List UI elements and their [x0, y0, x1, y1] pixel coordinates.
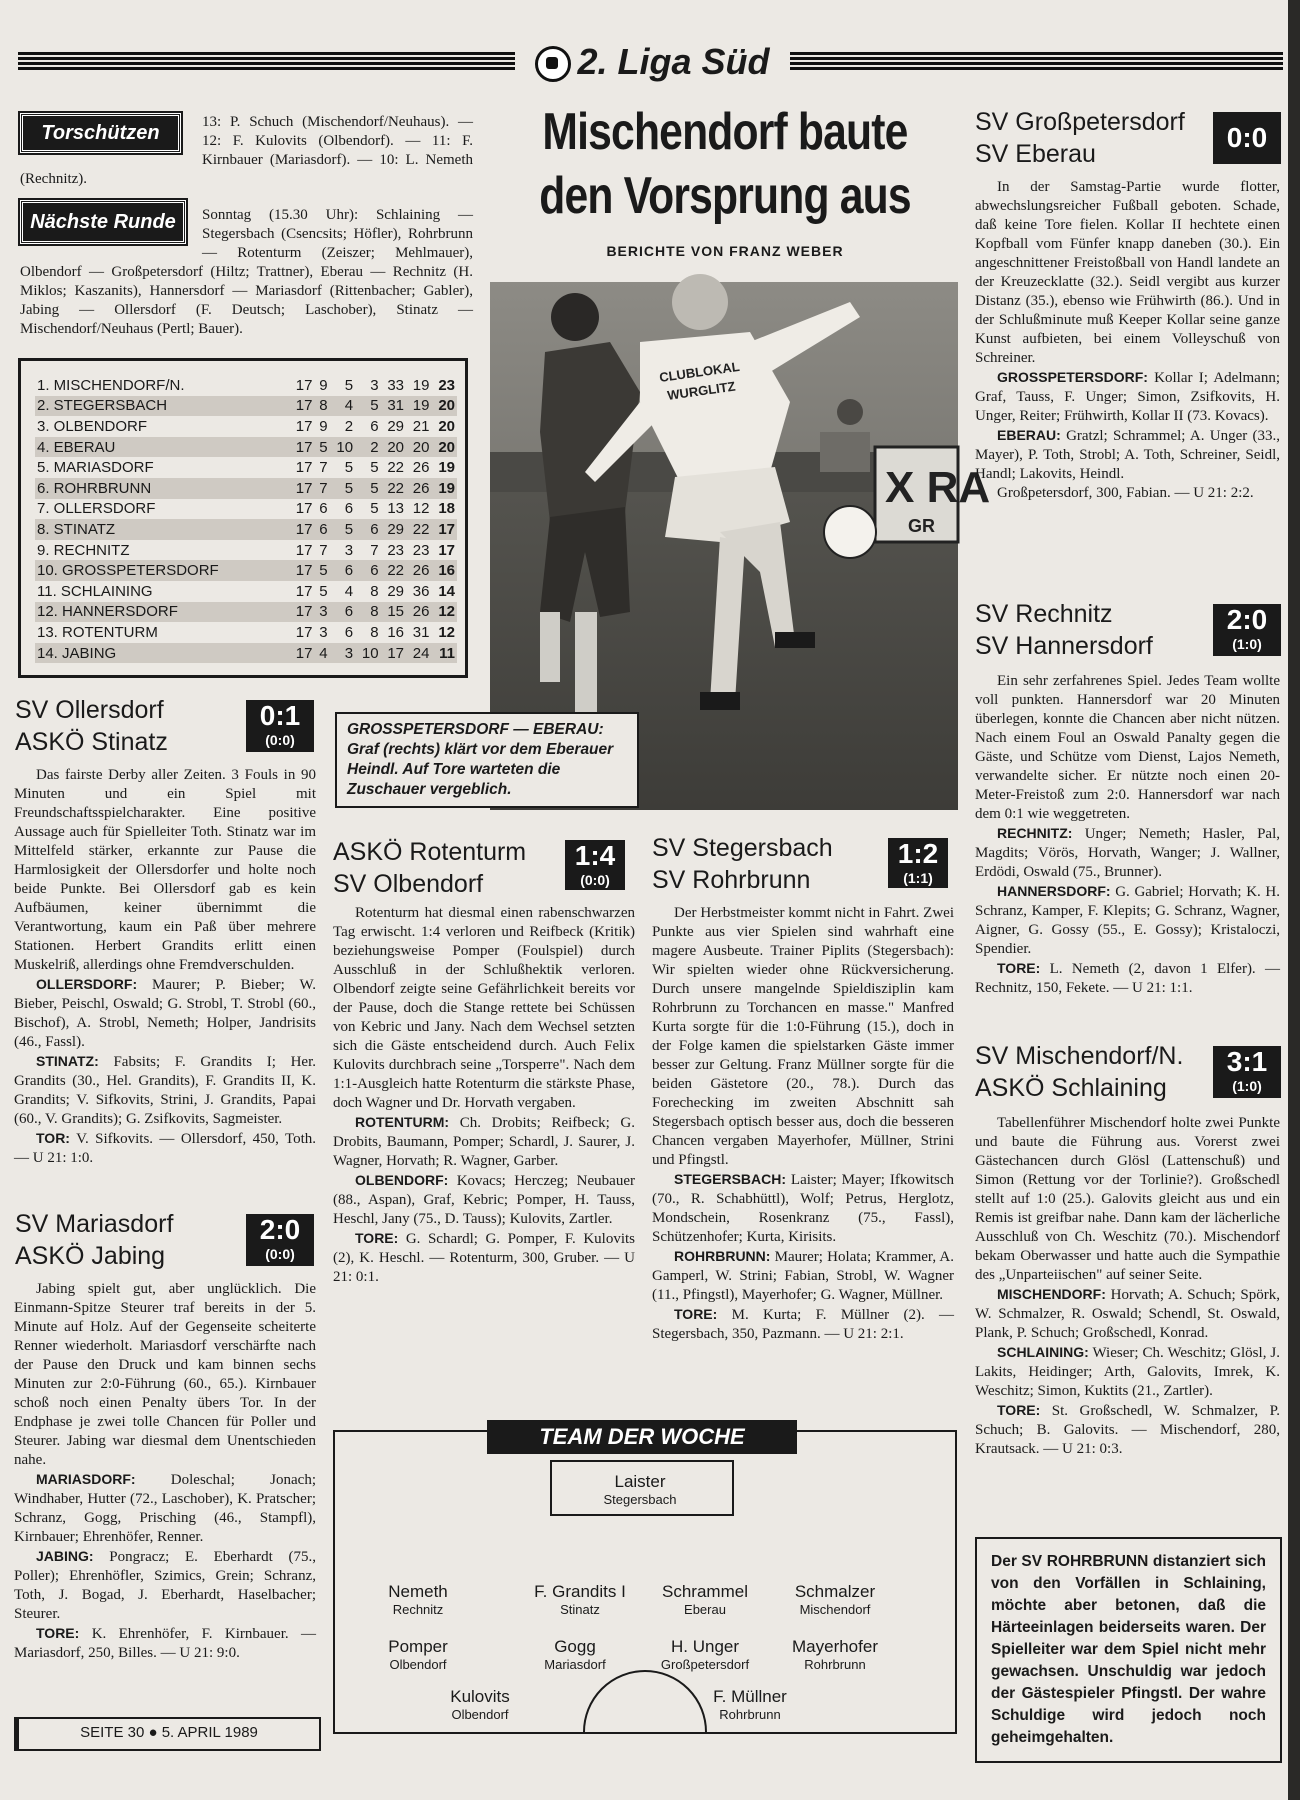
standings-value: 26: [412, 459, 430, 477]
team-der-woche: [333, 1424, 957, 1734]
match-rotenturm-away: SV Olbendorf: [333, 870, 484, 898]
footer-box: [14, 1717, 321, 1751]
tdw-player-name: Nemeth: [388, 1582, 448, 1601]
match-mariasdorf-report: Jabing spielt gut, aber unglücklich. Die Einmann-Spitze Steurer traf bereits in der 5. Minute auf Holz. Auf der Gegenseite scheiterte Renner wiederholt. Mariasdorf verschärfte nach der Pause den Druck und kam binnen sechs Minuten zur 2:0-Führung (60., 65.). Kirnbauer schoß noch einen Penalty übers Tor. In der Endphase je zwei tolle Chancen für Poller und Steurer. Jabing war diesmal dem Unentschieden nahe. MARIASDORF: Doleschal; Jonach; Windhaber, Hutter (72., Laschober), K. Pratscher; Schranz, Gogg, Prisching (46., Stampfl), Kirnbauer; Ehrenhöfer, Renner. JABING: Pongracz; E. Eberhardt (75., Poller); Ehrenhöfler, Szimics, Grein; Schranz, Toth, J. Bogad, J. Eberhardt, Haselbacher; Steurer. TORE: K. Ehrenhöfer, F. Kirnbauer. — Mariasdorf, 250, Billes. — U 21: 9:0.: [14, 1281, 317, 1661]
standings-value: 17: [289, 478, 314, 499]
match-mischendorf-score: 3:1 (1:0): [1213, 1046, 1281, 1098]
page-edge: [1288, 0, 1300, 1800]
standings-team: 12. HANNERSDORF: [35, 602, 289, 623]
standings-row: [35, 478, 457, 499]
standings-value: 21: [412, 417, 430, 435]
match-mariasdorf-away: ASKÖ Jabing: [15, 1242, 166, 1270]
standings-value: 17: [295, 376, 313, 394]
match-rotenturm-score: 1:4 (0:0): [565, 840, 625, 890]
standings-value: 17: [289, 602, 314, 623]
tdw-player-club: Mischendorf: [799, 1602, 871, 1617]
standings-value: 6: [370, 417, 379, 435]
tdw-player: [555, 1472, 725, 1508]
standings-value: 2: [355, 437, 380, 458]
standings-body: [35, 375, 457, 663]
standings-value: 8: [370, 623, 379, 641]
match-stegersbach-away: SV Rohrbrunn: [652, 866, 811, 894]
standings-value: 3: [370, 376, 379, 394]
tdw-player: [750, 1637, 920, 1673]
standings-points: 14: [438, 582, 455, 600]
tdw-player-name: Laister: [614, 1472, 666, 1491]
tdw-player-club: Stegersbach: [603, 1492, 677, 1507]
match-grosspetersdorf-report: In der Samstag-Partie wurde flotter, abwechslungsreicher Fußball geboten. Schade, daß keine Tore fielen. Kollar II hechtete einen Kopfball vom Fünfer knapp daneben (30.). Ein angeschnittener Freistoßball von Handl landete an der Kreuzecklatte (32.). Seidl vergibt aus kurzer Distanz (35.), ebenso wie Frühwirth (86.). Und in der Schlußminute muß Keeper Kollar seine ganze Kunst aufbieten, bei einem Volleyschuß von Schreiner. GROSSPETERSDORF: Kollar I; Adelmann; Graf, Tauss, F. Unger; Simon, Zsifkovits, H. Unger, Reiter; Frühwirth, Kollar II (73. Kovacs). EBERAU: Gratzl; Schrammel; A. Unger (33., Mayer), P. Toth, Strobl; A. Toth, Schreiner, Seidl, Handl; Lakovits, Heindl. Großpetersdorf, 300, Fabian. — U 21: 2:2.: [975, 179, 1280, 501]
standings-points: 19: [431, 478, 457, 499]
standings-value: 22: [406, 519, 431, 540]
tdw-player: [750, 1582, 920, 1618]
standings-team: 6. ROHRBRUNN: [35, 478, 289, 499]
main-headline: Mischendorf baute den Vorsprung aus: [539, 103, 911, 225]
torschuetzen-label: Torschützen: [20, 113, 181, 153]
standings-value: 26: [406, 560, 431, 581]
standings-row: [35, 519, 457, 540]
photo-sign-text-2: GR: [908, 516, 935, 536]
standings-points: 20: [431, 437, 457, 458]
standings-value: 4: [330, 396, 355, 417]
standings-row: [35, 581, 457, 602]
match-grosspetersdorf-away: SV Eberau: [975, 140, 1096, 168]
standings-value: 9: [319, 376, 328, 394]
match-ollersdorf-score: 0:1 (0:0): [246, 700, 314, 752]
standings-value: 17: [295, 459, 313, 477]
standings-value: 4: [344, 582, 354, 600]
tdw-player-name: Gogg: [554, 1637, 596, 1656]
standings-points: 12: [438, 623, 455, 641]
match-mariasdorf-home: SV Mariasdorf: [15, 1210, 174, 1238]
standings-value: 10: [355, 643, 380, 664]
section-title: 2. Liga Süd: [515, 38, 790, 86]
standings-team: 5. MARIASDORF: [37, 459, 154, 477]
standings-value: 22: [381, 478, 406, 499]
standings-points: 17: [438, 541, 455, 559]
match-grosspetersdorf-title: [975, 106, 1205, 170]
tdw-player: [395, 1687, 565, 1723]
match-ollersdorf-home: SV Ollersdorf: [15, 696, 164, 724]
standings-value: 31: [412, 623, 430, 641]
standings-table: [18, 358, 468, 678]
standings-value: 7: [370, 541, 379, 559]
standings-value: 17: [289, 437, 314, 458]
standings-value: 5: [355, 396, 380, 417]
footer-text: SEITE 30 ● 5. APRIL 1989: [80, 1724, 258, 1741]
match-rotenturm-home: ASKÖ Rotenturm: [333, 838, 527, 866]
photo-jersey-text-2: WURGLITZ: [666, 378, 737, 403]
photo-caption: GROSSPETERSDORF — EBERAU: Graf (rechts) klärt vor dem Eberauer Heindl. Auf Tore warteten die Zuschauer vergeblich.: [335, 712, 639, 808]
standings-value: 6: [314, 519, 329, 540]
standings-value: 6: [344, 623, 354, 641]
tdw-player-club: Rohrbrunn: [804, 1657, 866, 1672]
torschuetzen-text: 13: P. Schuch (Mischendorf/Neuhaus). — 12: F. Kulovits (Olbendorf). — 11: F. Kirnbauer (Mariasdorf). — 10: L. Nemeth (Rechnitz).: [20, 114, 473, 187]
standings-points: 23: [438, 376, 455, 394]
standings-value: 23: [412, 541, 430, 559]
standings-value: 5: [314, 437, 329, 458]
standings-value: 5: [355, 478, 380, 499]
match-mariasdorf-title: [15, 1208, 245, 1272]
rohrbrunn-notice: Der SV ROHRBRUNN distanziert sich von den Vorfällen in Schlaining, möchte aber betonen, daß die Härteeinlagen beiderseits waren. Der Spielleiter war dem Spiel nicht mehr gewachsen. Unschuldig war jedoch der Gästespieler Pfingstl. Der wahre Schuldige wird jedoch noch geheimgehalten.: [975, 1537, 1282, 1763]
standings-value: 5: [319, 582, 328, 600]
standings-team: 1. MISCHENDORF/N.: [37, 376, 185, 394]
standings-row: [35, 375, 457, 396]
standings-team: 9. RECHNITZ: [37, 541, 130, 559]
standings-value: 26: [406, 478, 431, 499]
team-der-woche-title: TEAM DER WOCHE: [487, 1420, 797, 1454]
tdw-player-club: Großpetersdorf: [660, 1657, 750, 1672]
match-mischendorf-home: SV Mischendorf/N.: [975, 1042, 1184, 1070]
naechste-runde-label: Nächste Runde: [20, 200, 186, 244]
standings-value: 31: [381, 396, 406, 417]
standings-value: 15: [381, 602, 406, 623]
tdw-player-club: Stinatz: [560, 1602, 600, 1617]
tdw-player: [665, 1687, 835, 1723]
standings-row: [35, 622, 457, 643]
standings-value: 17: [289, 643, 314, 664]
tdw-player-name: Schmalzer: [794, 1582, 876, 1601]
match-rechnitz-away: SV Hannersdorf: [975, 632, 1153, 660]
standings-value: 5: [370, 459, 379, 477]
standings-value: 5: [314, 560, 329, 581]
standings-value: 36: [412, 582, 430, 600]
standings-value: 29: [381, 519, 406, 540]
tdw-player-club: Rechnitz: [392, 1602, 444, 1617]
standings-value: 24: [406, 643, 431, 664]
standings-value: 6: [330, 560, 355, 581]
standings-team: 10. GROSSPETERSDORF: [35, 560, 289, 581]
tdw-player-club: Mariasdorf: [544, 1657, 606, 1672]
standings-points: 18: [438, 500, 455, 518]
standings-value: 33: [387, 376, 404, 394]
standings-value: 29: [387, 582, 404, 600]
standings-value: 22: [387, 459, 404, 477]
tdw-player-name: Kulovits: [450, 1687, 510, 1706]
standings-value: 7: [319, 459, 328, 477]
match-mischendorf-title: [975, 1040, 1210, 1104]
tdw-player-name: Pomper: [388, 1637, 448, 1656]
match-rotenturm-report: Rotenturm hat diesmal einen rabenschwarzen Tag erwischt. 1:4 verloren und Reifbeck (Kritik) beziehungsweise Pomper (Foulspiel) durch Ausschluß in der Schlußhektik verloren. Olbendorf zeigte seine Gefährlichkeit bereits vor der Pause, doch die Stange rettete bei Schüssen von Kebric und Jany. Nach dem Wechsel setzten sich die Gäste entscheidend durch. Auch Felix Kulovits durchbrach seine „Torsperre". Nach dem 1:1-Ausgleich hatte Rotenturm die stärkste Phase, doch Wagner und Dr. Horvath vergaben. ROTENTURM: Ch. Drobits; Reifbeck; G. Drobits, Baumann, Pomper; Schardl, J. Saurer, J. Wagner, Horvath; R. Wagner, Garber. OLBENDORF: Kovacs; Herczeg; Neubauer (88., Aspan), Graf, Kebric; Pomper, H. Tauss, Heschl, Jany (75., D. Tauss); Kulovits, Zartler. TORE: G. Schardl; G. Pomper, F. Kulovits (2), K. Heschl. — Rotenturm, 300, Gruber. — U 21: 0:1.: [333, 905, 636, 1285]
standings-value: 5: [330, 478, 355, 499]
match-ollersdorf-title: [15, 694, 245, 758]
standings-value: 5: [344, 376, 354, 394]
standings-value: 22: [381, 560, 406, 581]
match-mischendorf-report: Tabellenführer Mischendorf holte zwei Punkte und baute die Führung aus. Vorerst zwei Gästechancen durch Glösl (Lattenschuß) und Simon (Rettung vor der Torlinie?). Großschedl stellt auf 1:0 (25.). Galovits gleicht aus und ein Remis ist greifbar nahe. Dann kam der lächerliche Ausschluß von Ch. Weschitz (70.). Mischendorf bekam Oberwasser und hatte auch die Sympathie des „Unparteiischen" auf seiner Seite. MISCHENDORF: Horvath; A. Schuch; Spörk, W. Schmalzer, R. Oswald; Schendl, St. Oswald, Plank, P. Schuch; Großschedl, Konrad. SCHLAINING: Wieser; Ch. Weschitz; Glösl, J. Lakits, Heidinger; Arth, Galovits, Imrek, K. Weschitz; Simon, Kuktits (21., Zartler). TORE: St. Großschedl, W. Schmalzer, P. Schuch; B. Galovits. — Mischendorf, 280, Krautsack. — U 21: 0:3.: [975, 1115, 1280, 1457]
standings-value: 6: [319, 500, 328, 518]
standings-value: 12: [412, 500, 430, 518]
match-ollersdorf-report: Das fairste Derby aller Zeiten. 3 Fouls in 90 Minuten und ein Spiel mit Freundschaftsspielcharakter. Eine positive Aussage auch für Spielleiter Toth. Stinatz war im Mittelfeld stärker, erkannte zur Pause die Harmlosigkeit der Ollersdorfer und holte noch beide Punkte. Bei Ollersdorf gab es kein Aufbäumen, keiner übernimmt die Verantwortung, kaum ein Paß über mehrere Stationen. Herbert Grandits erlitt einen Muskelriß, allerdings ohne Fremdverschulden. OLLERSDORF: Maurer; P. Bieber; W. Bieber, Peischl, Oswald; G. Strobl, T. Strobl (60., Bischof), A. Strobl, Nemeth; Holper, Jandrisits (46., Fassl). STINATZ: Fabsits; F. Grandits I; Her. Grandits (30., Hel. Grandits), F. Grandits II, K. Grandits; V. Sifkovits, Strini, J. Grandits, Papai (60., V. Grandits); G. Zsifkovits, Sagmeister. TOR: V. Sifkovits. — Ollersdorf, 450, Toth. — U 21: 1:0.: [14, 767, 317, 1166]
match-ollersdorf-away: ASKÖ Stinatz: [15, 728, 168, 756]
standings-row: [35, 499, 457, 520]
standings-row: [35, 416, 457, 437]
standings-value: 7: [314, 478, 329, 499]
standings-value: 6: [355, 560, 380, 581]
match-rechnitz-score: 2:0 (1:0): [1213, 604, 1281, 656]
standings-value: 16: [387, 623, 404, 641]
match-stegersbach-score: 1:2 (1:1): [888, 838, 948, 888]
football-icon: [535, 46, 571, 82]
standings-team: 13. ROTENTURM: [37, 623, 158, 641]
standings-value: 8: [370, 582, 379, 600]
standings-row: [35, 437, 457, 458]
standings-team: 14. JABING: [35, 643, 289, 664]
match-rechnitz-title: [975, 598, 1205, 662]
standings-value: 10: [330, 437, 355, 458]
standings-team: 8. STINATZ: [35, 519, 289, 540]
standings-points: 12: [431, 602, 457, 623]
header-rule-left: [18, 52, 518, 72]
match-rechnitz-report: Ein sehr zerfahrenes Spiel. Jedes Team wollte voll punkten. Hannersdorf war 20 Minuten überlegen, konnte die Chancen aber nicht nützen. Nach einem Foul an Oswald Panalty gegen die Gäste, und Schütze vom Dienst, Lajos Nemeth, verwandelte sicher. Er nützte noch einen 20-Meter-Freistoß zum 2:0. Hannersdorf war nach dem 0:1 wie weggetreten. RECHNITZ: Unger; Nemeth; Hasler, Pal, Magdits; Vörös, Horvath, Wanger; J. Wallner, Erdödi, Oswald (75., Brunner). HANNERSDORF: G. Gabriel; Horvath; K. H. Schranz, Kamper, F. Klepits; G. Schranz, Wagner, Aigner, G. Gossy (55., E. Gossy); Kristaloczi, Spendier. TORE: L. Nemeth (2, davon 1 Elfer). — Rechnitz, 150, Fekete. — U 21: 1:1.: [975, 673, 1281, 996]
standings-team: 7. OLLERSDORF: [37, 500, 156, 518]
standings-value: 8: [355, 602, 380, 623]
standings-value: 3: [314, 602, 329, 623]
standings-value: 6: [355, 519, 380, 540]
match-mischendorf-away: ASKÖ Schlaining: [975, 1074, 1167, 1102]
standings-row: [35, 457, 457, 478]
standings-value: 17: [295, 417, 313, 435]
standings-team: 4. EBERAU: [35, 437, 289, 458]
tdw-player-club: Rohrbrunn: [719, 1707, 781, 1722]
standings-points: 20: [438, 417, 455, 435]
standings-value: 4: [314, 643, 329, 664]
standings-points: 17: [431, 519, 457, 540]
tdw-player: [333, 1637, 503, 1673]
standings-value: 17: [295, 541, 313, 559]
tdw-player-name: F. Müllner: [713, 1687, 787, 1706]
standings-value: 17: [381, 643, 406, 664]
standings-value: 17: [295, 582, 313, 600]
photo-jersey-text: CLUBLOKAL: [658, 358, 741, 385]
byline: BERICHTE VON FRANZ WEBER: [606, 243, 844, 259]
tdw-player-club: Eberau: [684, 1602, 726, 1617]
standings-team: 2. STEGERSBACH: [35, 396, 289, 417]
standings-value: 7: [319, 541, 328, 559]
standings-row: [35, 643, 457, 664]
tdw-player-name: H. Unger: [670, 1637, 740, 1656]
standings-team: 3. OLBENDORF: [37, 417, 148, 435]
tdw-player-name: F. Grandits I: [534, 1582, 626, 1601]
standings-value: 17: [295, 500, 313, 518]
standings-row: [35, 396, 457, 417]
standings-value: 9: [319, 417, 328, 435]
standings-value: 17: [289, 560, 314, 581]
tdw-player: [333, 1582, 503, 1618]
standings-value: 26: [406, 602, 431, 623]
photo-sign-text: X RA: [885, 463, 991, 512]
standings-team: 11. SCHLAINING: [37, 582, 153, 600]
standings-points: 16: [431, 560, 457, 581]
standings-value: 5: [344, 459, 354, 477]
standings-value: 5: [330, 519, 355, 540]
match-rotenturm-title: [333, 836, 563, 900]
standings-value: 20: [406, 437, 431, 458]
tdw-player-name: Schrammel: [662, 1582, 748, 1601]
match-grosspetersdorf-score: 0:0: [1213, 112, 1281, 164]
standings-value: 29: [387, 417, 404, 435]
match-stegersbach-title: [652, 832, 882, 896]
standings-row: [35, 540, 457, 561]
match-stegersbach-home: SV Stegersbach: [652, 834, 833, 862]
tdw-player-name: Mayerhofer: [792, 1637, 878, 1656]
standings-points: 20: [431, 396, 457, 417]
match-grosspetersdorf-home: SV Großpetersdorf: [975, 108, 1185, 136]
tdw-player-club: Olbendorf: [389, 1657, 447, 1672]
standings-value: 2: [344, 417, 354, 435]
standings-points: 11: [431, 643, 457, 664]
match-stegersbach-report: Der Herbstmeister kommt nicht in Fahrt. Zwei Punkte aus vier Spielen sind wahrhaft eine magere Ausbeute. Trainer Piplits (Stegersbach): Wir spielten wieder ohne Rückversicherung. Durch unsere mangelnde Spieldisziplin kam Rohrbrunn zu Torchancen en masse." Manfred Kurta sorgte für die 1:0-Führung (15.), doch in der Folge kamen die spielstarken Gäste immer besser zur Geltung. Franz Müllner sorgte für die beiden Gästetore (20., 78.). Durch das Forechecking im zweiten Abschnitt sah Stegersbach optisch besser aus, doch die besseren Chancen vergaben Mayerhofer, Müllner, Strini und Pfingstl. STEGERSBACH: Laister; Mayer; Ifkowitsch (70., R. Schabhüttl), Wolf; Petrus, Herglotz, Mondschein, Rosenkranz (75., Fassl), Schützenhofer; Kurta, Kirisits. ROHRBRUNN: Maurer; Holata; Krammer, A. Gamperl, W. Strini; Fabian, Strobl, W. Wagner (11., Pfingstl), Mayerhofer; G. Wagner, Müllner. TORE: M. Kurta; F. Müllner (2). — Stegersbach, 350, Pazmann. — U 21: 2:1.: [652, 905, 955, 1342]
standings-value: 13: [387, 500, 404, 518]
standings-value: 19: [406, 396, 431, 417]
standings-value: 5: [370, 500, 379, 518]
standings-value: 17: [289, 519, 314, 540]
match-mariasdorf-score: 2:0 (0:0): [246, 1214, 314, 1266]
standings-value: 19: [412, 376, 430, 394]
tdw-player-club: Olbendorf: [451, 1707, 509, 1722]
standings-value: 20: [381, 437, 406, 458]
standings-value: 6: [344, 500, 354, 518]
naechste-runde-text: Sonntag (15.30 Uhr): Schlaining — Stegersbach (Csencsits; Höfler), Rohrbrunn — Rotenturm (Zeiszer; Mehlmauer), Olbendorf — Großpetersdorf (Hiltz; Trattner), Eberau — Rechnitz (H. Miklos; Kaszanits), Hannersdorf — Mariasdorf (Rittenbacher; Gabler), Jabing — Ollersdorf (F. Deutsch; Laschober), Stinatz — Mischendorf/Neuhaus (Pertl; Bauer).: [20, 207, 473, 337]
standings-row: [35, 560, 457, 581]
standings-row: [35, 602, 457, 623]
standings-value: 3: [344, 541, 354, 559]
standings-value: 8: [314, 396, 329, 417]
standings-points: 19: [438, 459, 455, 477]
standings-value: 23: [387, 541, 404, 559]
standings-value: 17: [295, 623, 313, 641]
header-rule-right: [788, 52, 1283, 72]
standings-value: 17: [289, 396, 314, 417]
match-rechnitz-home: SV Rechnitz: [975, 600, 1113, 628]
standings-value: 3: [330, 643, 355, 664]
standings-value: 3: [319, 623, 328, 641]
standings-value: 6: [330, 602, 355, 623]
